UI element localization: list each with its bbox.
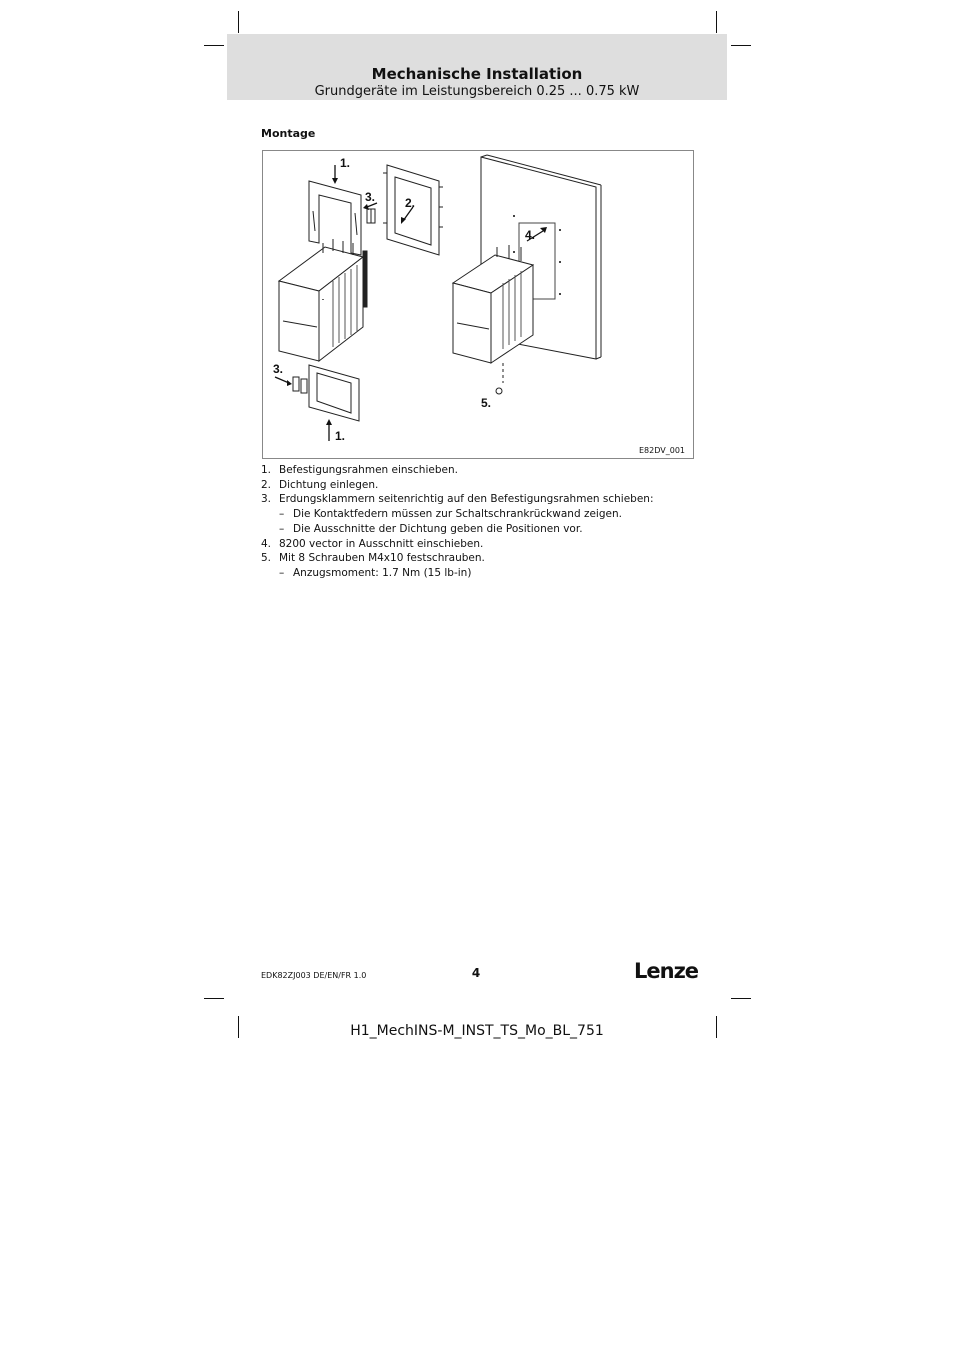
- list-item: [261, 551, 701, 566]
- step-number: 3.: [261, 493, 272, 506]
- header-band: [227, 34, 727, 100]
- step-text: Erdungsklammern seitenrichtig auf den Befestigungsrahmen schieben:: [279, 493, 654, 506]
- callout-3-bottom: 3.: [273, 362, 284, 376]
- callout-1-top: 1.: [340, 156, 351, 170]
- dash-bullet: –: [279, 522, 285, 535]
- sub-list-item: [261, 522, 701, 537]
- crop-mark: [238, 11, 239, 33]
- crop-mark: [716, 11, 717, 33]
- crop-mark: [731, 998, 751, 999]
- list-item: [261, 537, 701, 552]
- callout-1-bottom: 1.: [335, 429, 346, 443]
- document-id: EDK82ZJ003 DE/EN/FR 1.0: [261, 971, 367, 980]
- mounting-figure: [262, 150, 694, 459]
- page-subtitle: Grundgeräte im Leistungsbereich 0.25 ... 0.75 kW: [314, 84, 640, 99]
- steps-list: [261, 463, 701, 581]
- step-text: 8200 vector in Ausschnitt einschieben.: [279, 537, 484, 550]
- section-heading: Montage: [261, 127, 316, 140]
- dash-bullet: –: [279, 508, 285, 521]
- list-item: [261, 463, 701, 478]
- crop-mark: [204, 998, 224, 999]
- dash-bullet: –: [279, 566, 285, 579]
- sub-list-item: [261, 566, 701, 581]
- lenze-logo: Lenze: [634, 959, 699, 983]
- list-item: [261, 492, 701, 507]
- step-number: 1.: [261, 464, 272, 476]
- mounting-illustration: [263, 151, 693, 458]
- step-number: 5.: [261, 552, 272, 565]
- callout-2: 2.: [405, 196, 416, 210]
- sub-item-text: Die Kontaktfedern müssen zur Schaltschrankrückwand zeigen.: [293, 508, 622, 521]
- callout-3-top: 3.: [365, 190, 376, 204]
- page-title: Mechanische Installation: [371, 65, 583, 83]
- print-id: H1_MechINS-M_INST_TS_Mo_BL_751: [350, 1023, 604, 1039]
- step-text: Mit 8 Schrauben M4x10 festschrauben.: [279, 552, 485, 565]
- step-number: 2.: [261, 478, 272, 491]
- callout-5: 5.: [481, 396, 492, 410]
- crop-mark: [204, 45, 224, 46]
- crop-mark: [731, 45, 751, 46]
- figure-caption: E82DV_001: [639, 446, 685, 455]
- step-number: 4.: [261, 537, 272, 550]
- sub-item-text: Anzugsmoment: 1.7 Nm (15 lb-in): [293, 566, 472, 579]
- list-item: [261, 478, 701, 493]
- step-text: Befestigungsrahmen einschieben.: [279, 464, 458, 476]
- callout-4: 4.: [525, 228, 536, 242]
- sub-list-item: [261, 507, 701, 522]
- sub-item-text: Die Ausschnitte der Dichtung geben die Positionen vor.: [293, 522, 583, 535]
- step-text: Dichtung einlegen.: [279, 478, 379, 491]
- page-number: 4: [471, 966, 481, 980]
